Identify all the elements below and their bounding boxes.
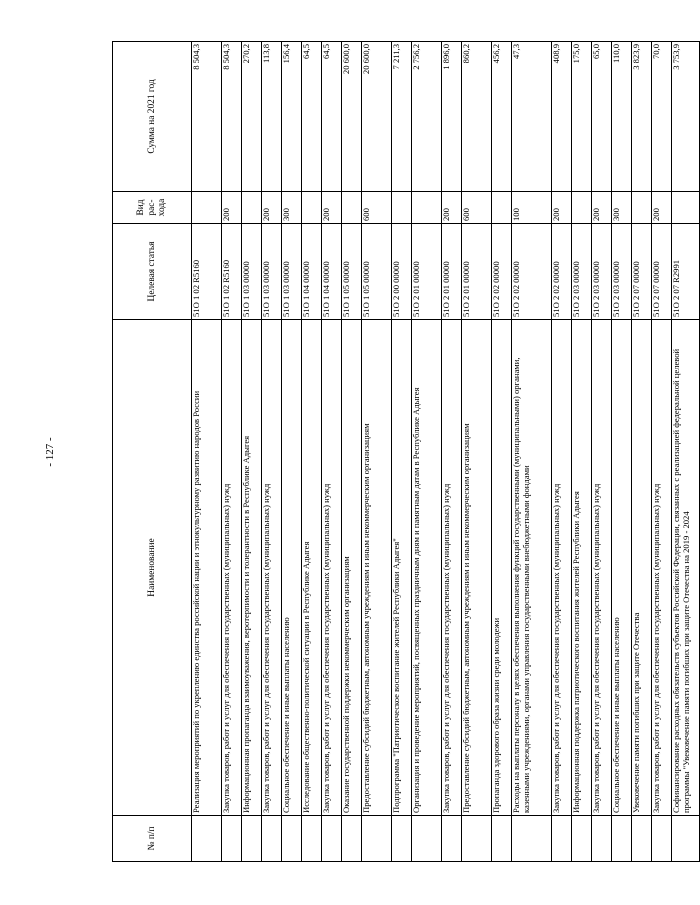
cell-name: Закупка товаров, работ и услуг для обеспечения государственных (муниципальных) нужд — [222, 320, 242, 816]
table-row — [192, 42, 222, 862]
cell-num — [362, 816, 392, 862]
cell-name: Закупка товаров, работ и услуг для обеспечения государственных (муниципальных) нужд — [262, 320, 282, 816]
cell-code: 51О 2 07 R2991 — [672, 224, 700, 320]
cell-code: 51О 2 07 00000 — [632, 224, 652, 320]
cell-type — [492, 192, 512, 224]
cell-code: 51О 1 05 00000 — [342, 224, 362, 320]
cell-sum: 3 753,9 — [672, 42, 700, 192]
cell-code: 51О 2 01 00000 — [412, 224, 442, 320]
table-row — [262, 42, 282, 862]
cell-type — [632, 192, 652, 224]
cell-sum: 270,2 — [242, 42, 262, 192]
cell-type — [192, 192, 222, 224]
cell-code: 51О 1 03 00000 — [282, 224, 302, 320]
cell-num — [442, 816, 462, 862]
cell-name: Реализация мероприятий по укреплению единства российской нации и этнокультурному развитию народов России — [192, 320, 222, 816]
budget-table — [112, 41, 700, 862]
cell-code: 51О 2 07 00000 — [652, 224, 672, 320]
cell-type — [412, 192, 442, 224]
cell-sum: 20 600,0 — [362, 42, 392, 192]
cell-name: Закупка товаров, работ и услуг для обеспечения государственных (муниципальных) нужд — [652, 320, 672, 816]
cell-num — [672, 816, 700, 862]
cell-name: Информационная поддержка патриотического воспитания жителей Республики Адыгея — [572, 320, 592, 816]
cell-name: Закупка товаров, работ и услуг для обеспечения государственных (муниципальных) нужд — [442, 320, 462, 816]
cell-code: 51О 2 03 00000 — [572, 224, 592, 320]
cell-code: 51О 2 02 00000 — [552, 224, 572, 320]
cell-code: 51О 1 04 00000 — [322, 224, 342, 320]
cell-num — [552, 816, 572, 862]
cell-sum: 156,4 — [282, 42, 302, 192]
cell-name: Информационная пропаганда взаимоуважения, веротерпимости и толерантности в Республике Адыгея — [242, 320, 262, 816]
cell-num — [242, 816, 262, 862]
cell-name: Исследование общественно-политической ситуации в Республике Адыгея — [302, 320, 322, 816]
table-row — [512, 42, 552, 862]
header-name: Наименование — [113, 320, 192, 816]
cell-name: Социальное обеспечение и иные выплаты населению — [282, 320, 302, 816]
cell-num — [342, 816, 362, 862]
cell-type — [242, 192, 262, 224]
cell-code: 51О 2 01 00000 — [462, 224, 492, 320]
cell-code: 51О 1 05 00000 — [362, 224, 392, 320]
header-type: Вид рас- хода — [113, 192, 192, 224]
cell-name: Оказание государственной поддержки некоммерческим организациям — [342, 320, 362, 816]
cell-type: 600 — [362, 192, 392, 224]
cell-name: Софинансирование расходных обязательств субъектов Российской Федерации, связанных с реализацией федеральной целевой программы "Увековечение памяти погибших при защите Отечества на 2019 - 2024 — [672, 320, 700, 816]
cell-num — [222, 816, 242, 862]
table-row — [222, 42, 242, 862]
cell-num — [322, 816, 342, 862]
table-body — [192, 42, 700, 862]
cell-sum: 20 600,0 — [342, 42, 362, 192]
header-sum: Сумма на 2021 год — [113, 42, 192, 192]
cell-type: 200 — [222, 192, 242, 224]
cell-sum: 64,5 — [322, 42, 342, 192]
cell-name: Социальное обеспечение и иные выплаты населению — [612, 320, 632, 816]
cell-name: Организация и проведение мероприятий, посвященных праздничным дням и памятным датам в Республике Адыгея — [412, 320, 442, 816]
table-row — [362, 42, 392, 862]
cell-type: 100 — [512, 192, 552, 224]
cell-type — [302, 192, 322, 224]
cell-sum: 8 504,3 — [222, 42, 242, 192]
cell-name: Закупка товаров, работ и услуг для обеспечения государственных (муниципальных) нужд — [552, 320, 572, 816]
cell-sum: 456,2 — [492, 42, 512, 192]
cell-code: 51О 2 02 00000 — [512, 224, 552, 320]
cell-num — [512, 816, 552, 862]
cell-code: 51О 1 04 00000 — [302, 224, 322, 320]
cell-code: 51О 2 02 00000 — [492, 224, 512, 320]
cell-type: 300 — [612, 192, 632, 224]
cell-name: Подпрограмма "Патриотическое воспитание жителей Республики Адыгея" — [392, 320, 412, 816]
table-row — [592, 42, 612, 862]
cell-name: Предоставление субсидий бюджетным, автономным учреждениям и иным некоммерческим организациям — [462, 320, 492, 816]
cell-sum: 70,0 — [652, 42, 672, 192]
cell-num — [632, 816, 652, 862]
cell-name: Пропаганда здорового образа жизни среди молодежи — [492, 320, 512, 816]
cell-type: 600 — [462, 192, 492, 224]
cell-sum: 7 211,3 — [392, 42, 412, 192]
budget-table-rotated — [112, 42, 691, 862]
table-row — [462, 42, 492, 862]
cell-sum: 113,8 — [262, 42, 282, 192]
table-row — [652, 42, 672, 862]
cell-code: 51О 1 03 00000 — [262, 224, 282, 320]
table-row — [572, 42, 592, 862]
cell-type — [572, 192, 592, 224]
cell-code: 51О 1 03 00000 — [242, 224, 262, 320]
cell-type: 200 — [442, 192, 462, 224]
table-row — [302, 42, 322, 862]
cell-type: 200 — [592, 192, 612, 224]
cell-code: 51О 2 01 00000 — [442, 224, 462, 320]
cell-type — [392, 192, 412, 224]
cell-sum: 1 896,0 — [442, 42, 462, 192]
header-code: Целевая статья — [113, 224, 192, 320]
table-row — [342, 42, 362, 862]
cell-type: 200 — [652, 192, 672, 224]
cell-sum: 64,5 — [302, 42, 322, 192]
cell-code: 51О 2 00 00000 — [392, 224, 412, 320]
cell-sum: 65,0 — [592, 42, 612, 192]
cell-code: 51О 2 03 00000 — [612, 224, 632, 320]
table-header-row — [113, 42, 192, 862]
cell-sum: 175,0 — [572, 42, 592, 192]
cell-num — [572, 816, 592, 862]
cell-num — [412, 816, 442, 862]
cell-num — [262, 816, 282, 862]
table-row — [242, 42, 262, 862]
cell-code: 51О 2 03 00000 — [592, 224, 612, 320]
cell-name: Предоставление субсидий бюджетным, автономным учреждениям и иным некоммерческим организациям — [362, 320, 392, 816]
cell-num — [652, 816, 672, 862]
cell-type: 200 — [552, 192, 572, 224]
cell-type: 300 — [282, 192, 302, 224]
cell-type: 200 — [262, 192, 282, 224]
cell-sum: 2 756,2 — [412, 42, 442, 192]
table-row — [492, 42, 512, 862]
cell-type — [672, 192, 700, 224]
table-row — [322, 42, 342, 862]
cell-num — [492, 816, 512, 862]
cell-num — [192, 816, 222, 862]
table-row — [552, 42, 572, 862]
table-row — [412, 42, 442, 862]
cell-sum: 47,3 — [512, 42, 552, 192]
page-number: - 127 - — [44, 437, 56, 467]
table-row — [392, 42, 412, 862]
table-row — [612, 42, 632, 862]
cell-num — [462, 816, 492, 862]
table-row — [442, 42, 462, 862]
cell-type — [342, 192, 362, 224]
cell-name: Расходы на выплаты персоналу в целях обеспечения выполнения функций государственными (муниципальными) органами, казенными учреждениями, органами управления государственными внебюджетными фондами — [512, 320, 552, 816]
cell-name: Закупка товаров, работ и услуг для обеспечения государственных (муниципальных) нужд — [592, 320, 612, 816]
cell-num — [282, 816, 302, 862]
cell-type: 200 — [322, 192, 342, 224]
header-num: № п/п — [113, 816, 192, 862]
cell-num — [612, 816, 632, 862]
cell-num — [592, 816, 612, 862]
cell-sum: 408,9 — [552, 42, 572, 192]
cell-sum: 860,2 — [462, 42, 492, 192]
cell-num — [392, 816, 412, 862]
cell-name: Закупка товаров, работ и услуг для обеспечения государственных (муниципальных) нужд — [322, 320, 342, 816]
cell-code: 51О 1 02 R5160 — [222, 224, 242, 320]
table-row — [282, 42, 302, 862]
cell-sum: 8 504,3 — [192, 42, 222, 192]
cell-name: Увековечение памяти погибших при защите Отечества — [632, 320, 652, 816]
cell-sum: 3 823,9 — [632, 42, 652, 192]
cell-sum: 110,0 — [612, 42, 632, 192]
table-row — [672, 42, 700, 862]
cell-code: 51О 1 02 R5160 — [192, 224, 222, 320]
cell-num — [302, 816, 322, 862]
table-row — [632, 42, 652, 862]
